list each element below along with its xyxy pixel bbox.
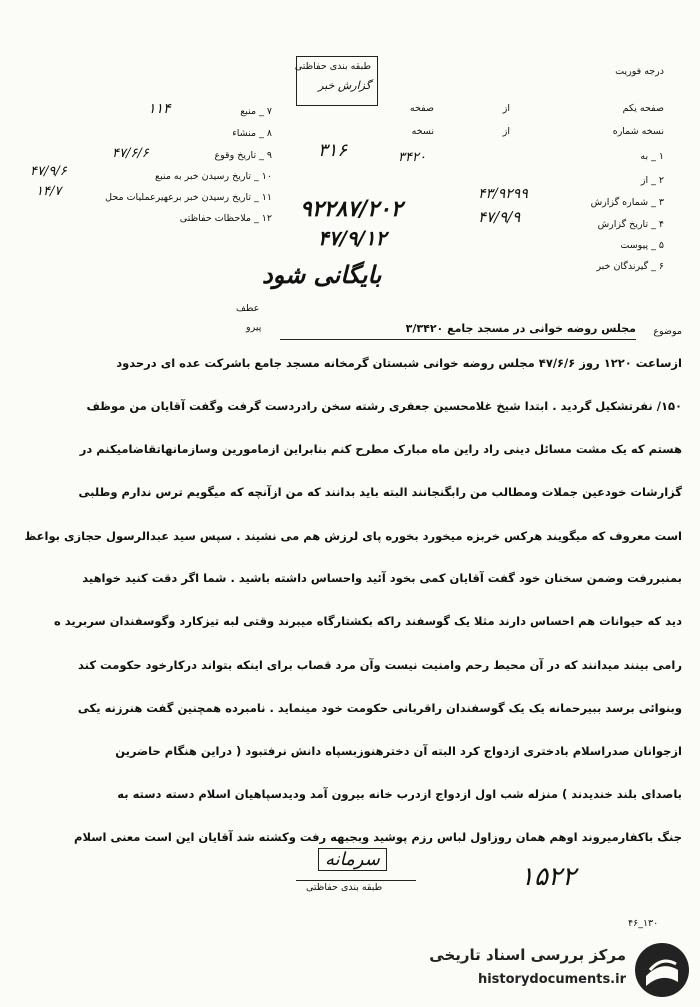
copy-label: نسخه شماره — [612, 126, 664, 137]
peyro-label: پیرو — [246, 322, 262, 333]
subject-underline — [280, 339, 636, 340]
footer-rule — [296, 880, 416, 881]
body-line: بمنبررفت وضمن سخنان خود گفت آقایان کمی بخود آئید واحساس داشته باشید . شما اگر دقت کنید خواهید — [82, 571, 682, 585]
body-line: جنگ باکفارمیروند اوهم همان روزاول لباس رزم پوشید وبجبهه رفت وکشته شد آقایان این است معنی اسلام — [74, 830, 682, 844]
body-line: هستم که یک مشت مسائل دینی راد راین ماه مبارک مطرح کنم بنابراین ازمامورین وسازمانهاتقاضامیکنم در — [79, 442, 682, 456]
page-label: صفحه یکم — [622, 103, 664, 114]
logo-title: مرکز بررسی اسناد تاریخی — [429, 946, 626, 964]
security-notes-label: ۱۲ _ ملاحظات حفاظتی — [179, 213, 272, 224]
ops-receipt-value: ۱۴/۷ — [36, 184, 62, 199]
logo-url: historydocuments.ir — [477, 972, 626, 987]
footer-code: ۴۶_۱۳۰ — [628, 918, 659, 929]
signature: سرمانه — [318, 848, 387, 871]
atf-label: عطف — [236, 303, 260, 314]
occurrence-date-label: ۹ _ تاریخ وقوع — [214, 150, 272, 161]
source-receipt-label: ۱۰ _ تاریخ رسیدن خبر به منبع — [155, 171, 272, 182]
handwritten-number: ۹۲۲۸۷/۲۰۲ — [300, 196, 403, 222]
subject-text: مجلس روضه خوانی در مسجد جامع ۳/۳۴۲۰ — [405, 322, 636, 335]
priority-label: درجه فوریت — [615, 66, 664, 77]
site-logo — [402, 940, 692, 1002]
body-line: دید که حیوانات هم احساس دارند مثلا یک گوسفند راکه بکشتارگاه میبرند وقتی لبه تیزکارد وگوسفندان سربرید ه — [54, 614, 682, 628]
report-number-label: ۳ _ شماره گزارش — [590, 197, 664, 208]
attachment-label: ۵ _ پیوست — [620, 240, 664, 251]
source-label: ۷ _ منبع — [240, 106, 272, 117]
source-value: ۱۱۴ — [148, 101, 171, 117]
archive-stamp: بایگانی شود — [262, 260, 382, 289]
document-page: طبقه بندی حفاظتی گزارش خبر درجه فوریت صفحه یکم از صفحه نسخه شماره از نسخه ۱ _ به ۳۱۶ ۲ _ از ۳۴۲۰ ۳ _ شماره گزارش ۴۳/۹۲۹۹ ۴ _ تاریخ گزارش ۴۷/۹/۹ ۵ _ پیوست ۶ _ گیرندگان خبر ۷ _ منبع ۱۱۴ ۸ _ منشاء ۹ _ تاریخ وقوع ۴۷/۶/۶ ۱۰ _ تاریخ رسیدن خبر به منبع ۴۷/۹/۶ ۱۱ _ تاریخ رسیدن خبر برعهیرعملیات محل ۱۴/۷ ۱۲ _ ملاحظات حفاظتی ۹۲۲۸۷/۲۰۲ ۴۷/۹/۱۲ بایگانی شود عطف پیرو موضوع مجلس روضه خوانی در مسجد جامع ۳/۳۴۲۰ ازساعت ۱۲۲۰ روز ۴۷/۶/۶ مجلس روضه خوانی شبستان گرمخانه مسجد جامع باشرکت عده ای درحدود ۱۵۰/ نفرتشکیل گردید . ابتدا شیخ غلامحسین جعفری رشته سخن رادردست گرفت وگفت آقایان من موظف هستم که یک مشت مسائل دینی راد راین ماه مبارک مطرح کنم بنابراین ازمامورین وسازمانهاتقاضامیکنم در گزارشات خودعین جملات ومطالب من رابگنجانند البته باید بدانند که من ازآنچه که میگویم ترس ندارم وطلبی است معروف که میگویند هرکس خربزه میخورد بخوره پای لرزش هم می نشیند . سپس سید عبدالرسول حجازی بواعظ بمنبررفت وضمن سخنان خود گفت آقایان کمی بخود آئید واحساس داشته باشید . شما اگر دقت کنید خواهید دید که حیوانات هم احساس دارند مثلا یک گوسفند راکه بکشتارگاه میبرند وقتی لبه تیزکارد وگوسفندان سربرید ه رامی بینند میدانند که در آن محیط رحم وامنیت نیست وآن مرد قصاب برای اینکه بتواند درکارخود حکومت کند وبنوائی برسد ببیرحمانه یک یک گوسفندان راقربانی حکومت خود مینماید . نامبرده همچنین گفت هنرزنه یکی ازجوانان صدراسلام بادختری ازدواج کرد البته آن دخترهنوزبسپاه دانش نرفتبود ( دراین هنگام حاضرین باصدای بلند خندیدند ) منزله شب اول ازدواج ازدرب خانه بیرون آمد ودیدسپاهیان اسلام دسته دسته به جنگ باکفارمیروند اوهم همان روزاول لباس رزم پوشید وبجبهه رفت وکشته شد آقایان این است معنی اسلام سرمانه طبقه بندی حفاظتی ۱۵۲۲ ۴۶_۱۳۰ مرکز بررسی اسناد تاریخی historydocuments.ir — [0, 0, 700, 1007]
stamp-line2: گزارش خبر — [318, 79, 371, 92]
ops-receipt-label: ۱۱ _ تاریخ رسیدن خبر برعهیرعملیات محل — [105, 192, 272, 203]
recipients-label: ۶ _ گیرندگان خبر — [596, 261, 664, 272]
book-icon — [632, 940, 692, 1000]
stamp-line1: طبقه بندی حفاظتی — [294, 61, 371, 72]
from-value: ۳۴۲۰ — [398, 150, 426, 165]
report-date-label: ۴ _ تاریخ گزارش — [597, 219, 664, 230]
footer-stamp: طبقه بندی حفاظتی — [306, 882, 383, 893]
body-line: رامی بینند میدانند که در آن محیط رحم وامنیت نیست وآن مرد قصاب برای اینکه بتواند درکارخود حکومت کند — [78, 658, 682, 672]
body-line: ازجوانان صدراسلام بادختری ازدواج کرد البته آن دخترهنوزبسپاه دانش نرفتبود ( دراین هنگام حاضرین — [115, 744, 682, 758]
body-line: باصدای بلند خندیدند ) منزله شب اول ازدواج ازدرب خانه بیرون آمد ودیدسپاهیان اسلام دسته دسته به — [117, 787, 682, 801]
body-line: ۱۵۰/ نفرتشکیل گردید . ابتدا شیخ غلامحسین جعفری رشته سخن رادردست گرفت وگفت آقایان من موظف — [86, 399, 682, 413]
source-receipt-value: ۴۷/۹/۶ — [30, 164, 67, 179]
to-value: ۳۱۶ — [318, 140, 348, 161]
body-line: وبنوائی برسد ببیرحمانه یک یک گوسفندان راقربانی حکومت خود مینماید . نامبرده همچنین گفت هنرزنه یکی — [77, 701, 682, 715]
handwritten-date: ۴۷/۹/۱۲ — [318, 226, 387, 250]
body-line: گزارشات خودعین جملات ومطالب من رابگنجانند البته باید بدانند که من ازآنچه که میگویم ترس ندارم وطلبی — [78, 485, 682, 499]
from-label: ۲ _ از — [640, 175, 664, 186]
body-line: است معروف که میگویند هرکس خربزه میخورد بخوره پای لرزش هم می نشیند . سپس سید عبدالرسول حجازی بواعظ — [24, 529, 682, 543]
body-line: ازساعت ۱۲۲۰ روز ۴۷/۶/۶ مجلس روضه خوانی شبستان گرمخانه مسجد جامع باشرکت عده ای درحدود — [116, 356, 682, 370]
occurrence-date-value: ۴۷/۶/۶ — [112, 146, 149, 161]
footer-handwritten-number: ۱۵۲۲ — [520, 862, 576, 892]
to-label: ۱ _ به — [640, 151, 664, 162]
subject-label: موضوع — [653, 326, 682, 337]
report-number-value: ۴۳/۹۲۹۹ — [478, 186, 528, 202]
origin-label: ۸ _ منشاء — [232, 128, 272, 139]
report-date-value: ۴۷/۹/۹ — [478, 208, 521, 226]
classification-stamp — [296, 56, 378, 106]
